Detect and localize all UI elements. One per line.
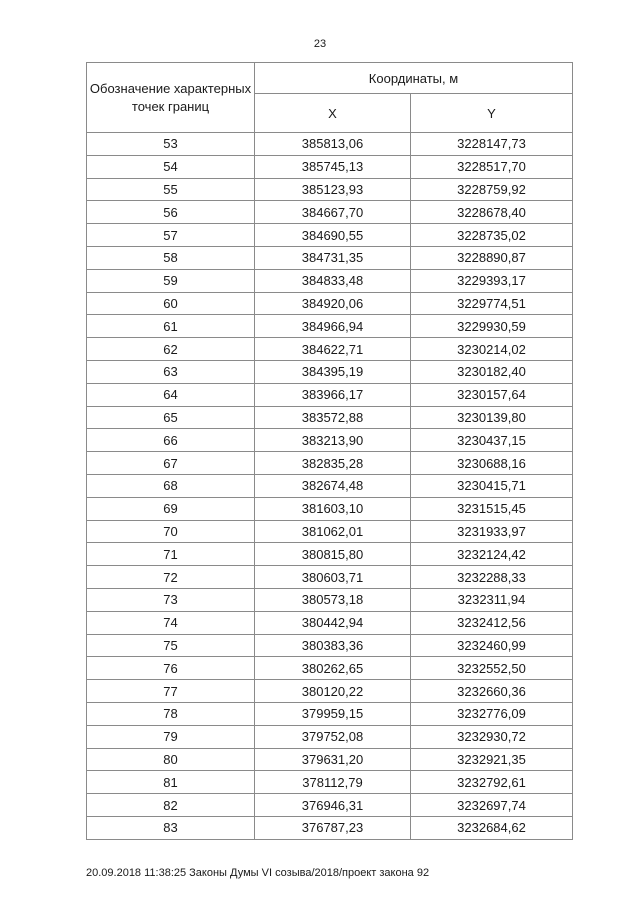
table-row xyxy=(87,543,573,566)
y-coordinate-cell: 3231933,97 xyxy=(411,520,573,543)
point-cell: 74 xyxy=(87,611,255,634)
y-coordinate-cell: 3230214,02 xyxy=(411,338,573,361)
point-cell: 63 xyxy=(87,360,255,383)
x-column-header: X xyxy=(255,94,411,133)
y-coordinate-cell: 3232124,42 xyxy=(411,543,573,566)
point-cell: 80 xyxy=(87,748,255,771)
x-coordinate-cell: 379752,08 xyxy=(255,725,411,748)
point-cell: 78 xyxy=(87,702,255,725)
point-cell: 83 xyxy=(87,816,255,839)
point-cell: 72 xyxy=(87,566,255,589)
table-row xyxy=(87,680,573,703)
x-coordinate-cell: 380120,22 xyxy=(255,680,411,703)
point-cell: 68 xyxy=(87,474,255,497)
x-coordinate-cell: 383966,17 xyxy=(255,383,411,406)
point-column-header: Обозначение характерных точек границ xyxy=(87,63,255,133)
x-coordinate-cell: 383572,88 xyxy=(255,406,411,429)
x-coordinate-cell: 376946,31 xyxy=(255,794,411,817)
y-coordinate-cell: 3232311,94 xyxy=(411,588,573,611)
x-coordinate-cell: 384833,48 xyxy=(255,269,411,292)
table-row xyxy=(87,360,573,383)
table-row xyxy=(87,794,573,817)
point-cell: 75 xyxy=(87,634,255,657)
y-coordinate-cell: 3230157,64 xyxy=(411,383,573,406)
table-row xyxy=(87,816,573,839)
point-cell: 81 xyxy=(87,771,255,794)
point-cell: 54 xyxy=(87,155,255,178)
x-coordinate-cell: 380442,94 xyxy=(255,611,411,634)
y-coordinate-cell: 3229774,51 xyxy=(411,292,573,315)
point-cell: 61 xyxy=(87,315,255,338)
y-coordinate-cell: 3228890,87 xyxy=(411,246,573,269)
table-row xyxy=(87,566,573,589)
x-coordinate-cell: 381603,10 xyxy=(255,497,411,520)
x-coordinate-cell: 382674,48 xyxy=(255,474,411,497)
x-coordinate-cell: 378112,79 xyxy=(255,771,411,794)
x-coordinate-cell: 381062,01 xyxy=(255,520,411,543)
y-coordinate-cell: 3232660,36 xyxy=(411,680,573,703)
y-coordinate-cell: 3228517,70 xyxy=(411,155,573,178)
table-row xyxy=(87,588,573,611)
y-coordinate-cell: 3228147,73 xyxy=(411,133,573,156)
y-coordinate-cell: 3232460,99 xyxy=(411,634,573,657)
y-coordinate-cell: 3230437,15 xyxy=(411,429,573,452)
table-row xyxy=(87,634,573,657)
y-coordinate-cell: 3230415,71 xyxy=(411,474,573,497)
x-coordinate-cell: 384622,71 xyxy=(255,338,411,361)
x-coordinate-cell: 385813,06 xyxy=(255,133,411,156)
point-cell: 67 xyxy=(87,452,255,475)
point-cell: 58 xyxy=(87,246,255,269)
point-cell: 76 xyxy=(87,657,255,680)
x-coordinate-cell: 380383,36 xyxy=(255,634,411,657)
table-row xyxy=(87,702,573,725)
y-coordinate-cell: 3232776,09 xyxy=(411,702,573,725)
y-column-header: Y xyxy=(411,94,573,133)
x-coordinate-cell: 385745,13 xyxy=(255,155,411,178)
y-coordinate-cell: 3228735,02 xyxy=(411,224,573,247)
point-cell: 57 xyxy=(87,224,255,247)
x-coordinate-cell: 384920,06 xyxy=(255,292,411,315)
table-row xyxy=(87,155,573,178)
x-coordinate-cell: 382835,28 xyxy=(255,452,411,475)
y-coordinate-cell: 3230139,80 xyxy=(411,406,573,429)
table-row xyxy=(87,292,573,315)
x-coordinate-cell: 380262,65 xyxy=(255,657,411,680)
point-cell: 66 xyxy=(87,429,255,452)
point-cell: 65 xyxy=(87,406,255,429)
y-coordinate-cell: 3232921,35 xyxy=(411,748,573,771)
table-row xyxy=(87,224,573,247)
y-coordinate-cell: 3228678,40 xyxy=(411,201,573,224)
x-coordinate-cell: 379631,20 xyxy=(255,748,411,771)
y-coordinate-cell: 3228759,92 xyxy=(411,178,573,201)
document-footer: 20.09.2018 11:38:25 Законы Думы VI созыва/2018/проект закона 92 xyxy=(86,867,430,879)
table-row xyxy=(87,338,573,361)
table-row xyxy=(87,748,573,771)
table-row xyxy=(87,725,573,748)
x-coordinate-cell: 384395,19 xyxy=(255,360,411,383)
x-coordinate-cell: 379959,15 xyxy=(255,702,411,725)
point-cell: 53 xyxy=(87,133,255,156)
point-cell: 59 xyxy=(87,269,255,292)
x-coordinate-cell: 384966,94 xyxy=(255,315,411,338)
y-coordinate-cell: 3230688,16 xyxy=(411,452,573,475)
table-row xyxy=(87,269,573,292)
table-header xyxy=(87,63,573,133)
y-coordinate-cell: 3232792,61 xyxy=(411,771,573,794)
x-coordinate-cell: 383213,90 xyxy=(255,429,411,452)
table-row xyxy=(87,520,573,543)
y-coordinate-cell: 3232684,62 xyxy=(411,816,573,839)
table-row xyxy=(87,246,573,269)
point-cell: 64 xyxy=(87,383,255,406)
x-coordinate-cell: 376787,23 xyxy=(255,816,411,839)
table-row xyxy=(87,771,573,794)
table-row xyxy=(87,406,573,429)
coordinates-table xyxy=(86,62,573,840)
y-coordinate-cell: 3232697,74 xyxy=(411,794,573,817)
y-coordinate-cell: 3229393,17 xyxy=(411,269,573,292)
y-coordinate-cell: 3229930,59 xyxy=(411,315,573,338)
point-cell: 56 xyxy=(87,201,255,224)
point-cell: 71 xyxy=(87,543,255,566)
table-row xyxy=(87,497,573,520)
x-coordinate-cell: 384731,35 xyxy=(255,246,411,269)
coordinates-header: Координаты, м xyxy=(255,63,573,94)
table-row xyxy=(87,315,573,338)
table-row xyxy=(87,452,573,475)
point-cell: 62 xyxy=(87,338,255,361)
point-cell: 70 xyxy=(87,520,255,543)
point-cell: 79 xyxy=(87,725,255,748)
x-coordinate-cell: 384667,70 xyxy=(255,201,411,224)
table-row xyxy=(87,657,573,680)
table-row xyxy=(87,474,573,497)
y-coordinate-cell: 3232288,33 xyxy=(411,566,573,589)
table-row xyxy=(87,201,573,224)
y-coordinate-cell: 3231515,45 xyxy=(411,497,573,520)
y-coordinate-cell: 3232412,56 xyxy=(411,611,573,634)
point-cell: 60 xyxy=(87,292,255,315)
table-row xyxy=(87,611,573,634)
table-row xyxy=(87,383,573,406)
table-row xyxy=(87,178,573,201)
y-coordinate-cell: 3232552,50 xyxy=(411,657,573,680)
x-coordinate-cell: 385123,93 xyxy=(255,178,411,201)
y-coordinate-cell: 3230182,40 xyxy=(411,360,573,383)
table-row xyxy=(87,133,573,156)
point-cell: 82 xyxy=(87,794,255,817)
x-coordinate-cell: 380603,71 xyxy=(255,566,411,589)
table-body xyxy=(87,133,573,840)
point-cell: 55 xyxy=(87,178,255,201)
point-cell: 77 xyxy=(87,680,255,703)
point-cell: 73 xyxy=(87,588,255,611)
x-coordinate-cell: 384690,55 xyxy=(255,224,411,247)
y-coordinate-cell: 3232930,72 xyxy=(411,725,573,748)
point-cell: 69 xyxy=(87,497,255,520)
table-row xyxy=(87,429,573,452)
x-coordinate-cell: 380573,18 xyxy=(255,588,411,611)
x-coordinate-cell: 380815,80 xyxy=(255,543,411,566)
page-number: 23 xyxy=(313,38,327,50)
